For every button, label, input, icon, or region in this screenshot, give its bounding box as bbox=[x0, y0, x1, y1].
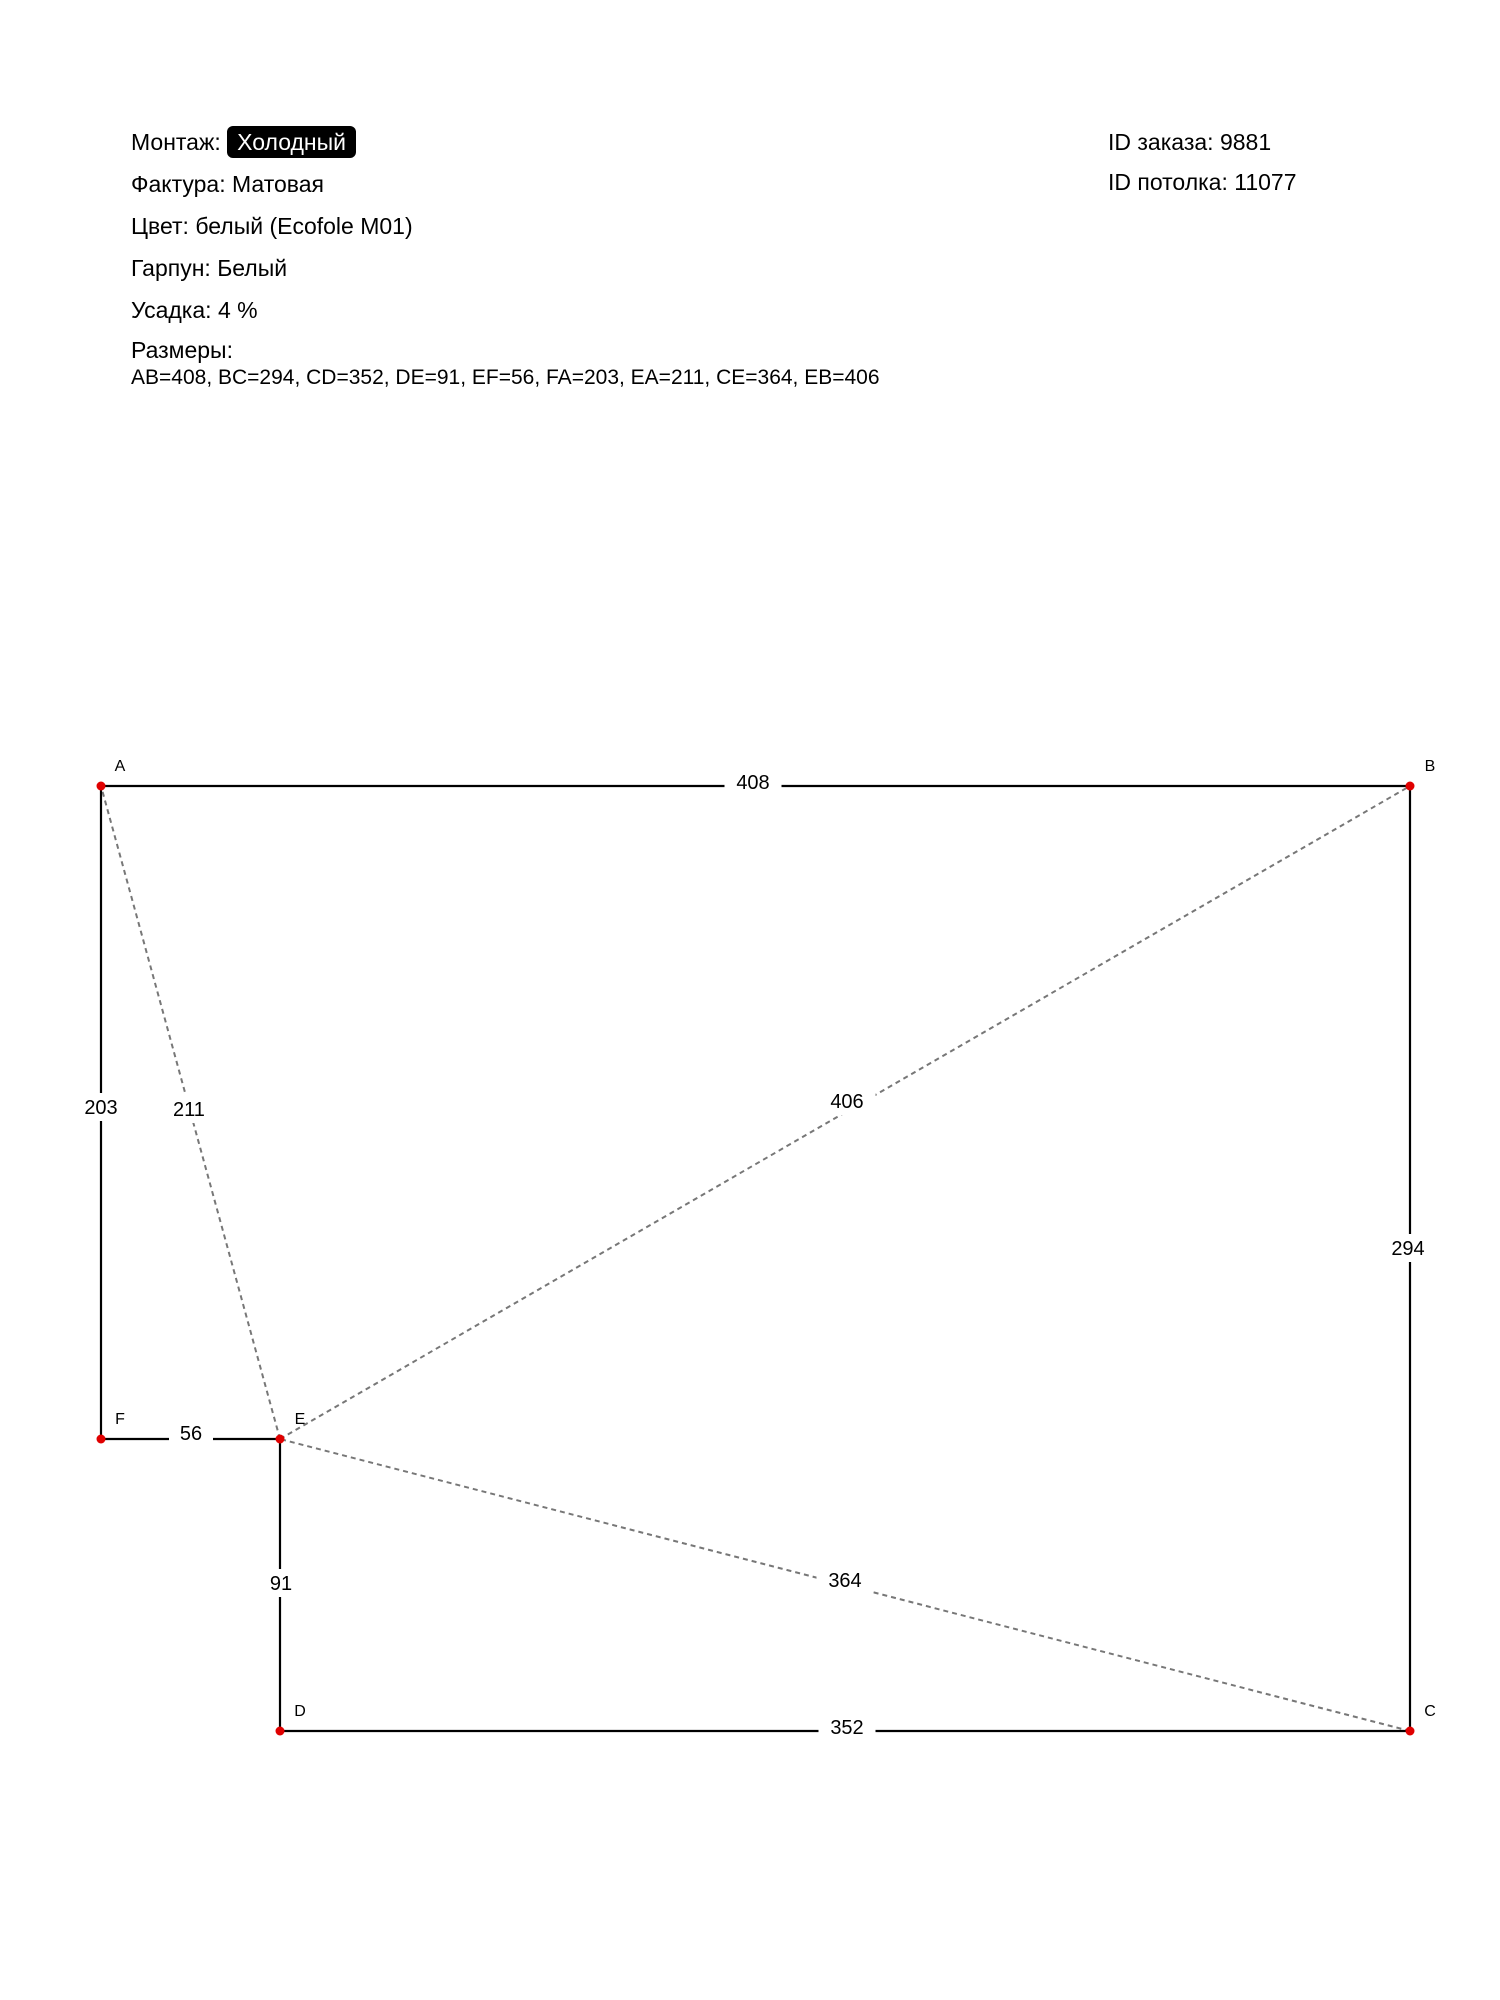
vertex-dot-d bbox=[276, 1727, 285, 1736]
length-label-e-b: 406 bbox=[830, 1091, 864, 1113]
length-label-d-e: 91 bbox=[269, 1573, 293, 1595]
harpoon-value: Белый bbox=[217, 255, 288, 281]
color-value: белый (Ecofole M01) bbox=[195, 213, 413, 239]
vertex-dot-c bbox=[1406, 1727, 1415, 1736]
vertex-dot-e bbox=[276, 1435, 285, 1444]
shrink-label: Усадка: bbox=[131, 297, 212, 323]
vertex-dot-f bbox=[97, 1435, 106, 1444]
vertex-label-f: F bbox=[115, 1411, 125, 1428]
harpoon-label: Гарпун: bbox=[131, 255, 211, 281]
texture-label: Фактура: bbox=[131, 171, 226, 197]
texture-value: Матовая bbox=[232, 171, 324, 197]
vertex-dot-a bbox=[97, 782, 106, 791]
vertex-label-c: C bbox=[1424, 1703, 1436, 1720]
ceiling-id-label: ID потолка: bbox=[1108, 169, 1228, 195]
order-id-value: 9881 bbox=[1219, 129, 1272, 155]
mount-label: Монтаж: bbox=[131, 129, 221, 155]
mount-badge: Холодный bbox=[227, 126, 356, 158]
length-label-c-d: 352 bbox=[830, 1717, 864, 1739]
dims-label: Размеры: bbox=[131, 337, 233, 363]
vertex-label-b: B bbox=[1424, 758, 1436, 775]
color-label: Цвет: bbox=[131, 213, 189, 239]
length-labels-group bbox=[73, 768, 1437, 1741]
length-label-c-e: 364 bbox=[828, 1570, 862, 1592]
vertex-label-d: D bbox=[294, 1703, 306, 1720]
length-label-f-a: 203 bbox=[84, 1097, 118, 1119]
vertex-dot-b bbox=[1406, 782, 1415, 791]
length-label-e-a: 211 bbox=[173, 1099, 205, 1121]
length-label-a-b: 408 bbox=[736, 772, 770, 794]
ceiling-id-value: 11077 bbox=[1234, 169, 1297, 195]
length-label-b-c: 294 bbox=[1391, 1238, 1425, 1260]
shrink-value: 4 % bbox=[217, 297, 258, 323]
dims-list: AB=408, BC=294, CD=352, DE=91, EF=56, FA=203, EA=211, CE=364, EB=406 bbox=[131, 366, 880, 389]
vertex-label-e: E bbox=[294, 1411, 306, 1428]
length-label-e-f: 56 bbox=[179, 1423, 203, 1445]
order-id-label: ID заказа: bbox=[1108, 129, 1214, 155]
vertex-label-a: A bbox=[114, 758, 126, 775]
